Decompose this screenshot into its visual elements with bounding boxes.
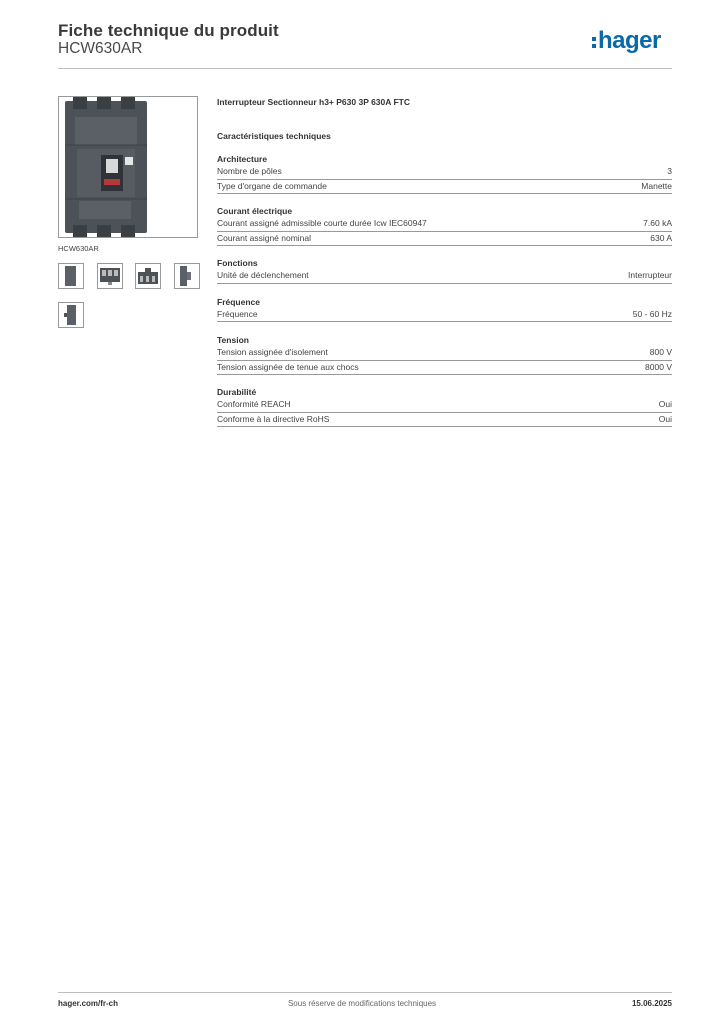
spec-row — [217, 180, 672, 195]
spec-value: 8000 V — [645, 361, 672, 372]
logo-dots-icon — [592, 37, 596, 48]
page-title: Fiche technique du produit — [58, 21, 279, 40]
spec-label: Courant assigné nominal — [217, 232, 312, 243]
footer-date: 15.06.2025 — [631, 999, 672, 1008]
spec-row — [217, 413, 672, 428]
spec-label: Conforme à la directive RoHS — [217, 413, 330, 424]
spec-group-durabilite — [217, 383, 672, 427]
spec-row — [217, 346, 672, 361]
spec-row — [217, 308, 672, 323]
thumbnail-top-icon — [98, 264, 122, 288]
spec-label: Courant assigné admissible courte durée Icw IEC60947 — [217, 218, 427, 228]
thumbnail-side-icon — [59, 264, 83, 288]
spec-group-architecture — [217, 150, 672, 194]
spec-label: Tension assignée d'isolement — [217, 347, 328, 357]
spec-row — [217, 217, 672, 232]
spec-row — [217, 165, 672, 180]
breaker-front-image — [59, 97, 197, 237]
hager-logo — [592, 27, 661, 55]
spec-label: Nombre de pôles — [217, 166, 282, 176]
group-title: Fonctions — [217, 258, 258, 268]
thumbnail-rear[interactable] — [58, 302, 84, 328]
spec-row — [217, 398, 672, 413]
spec-group-fonctions — [217, 254, 672, 284]
footer-divider — [58, 992, 672, 993]
spec-value: 50 - 60 Hz — [632, 308, 672, 319]
spec-row — [217, 269, 672, 284]
spec-label: Tension assignée de tenue aux chocs — [217, 361, 359, 372]
spec-label: Unité de déclenchement — [217, 270, 309, 280]
thumbnail-rear-icon — [59, 303, 83, 327]
spec-value: Oui — [658, 413, 672, 424]
spec-value: 3 — [667, 166, 672, 176]
thumbnail-profile-icon — [175, 264, 199, 288]
spec-heading: Caractéristiques techniques — [217, 131, 331, 141]
spec-group-courant — [217, 202, 672, 246]
spec-content — [217, 96, 672, 427]
spec-value: Interrupteur — [628, 270, 672, 280]
spec-value: Oui — [658, 399, 672, 409]
thumbnail-bottom-icon — [136, 264, 160, 288]
product-main-image[interactable] — [58, 96, 198, 238]
spec-group-frequence — [217, 293, 672, 323]
footer-website-link[interactable]: hager.com/fr-ch — [58, 999, 119, 1008]
spec-value: Manette — [641, 180, 672, 191]
spec-value: 800 V — [649, 347, 672, 357]
spec-row — [217, 232, 672, 247]
logo-text: hager — [598, 27, 661, 54]
spec-label: Fréquence — [217, 308, 258, 319]
group-title: Architecture — [217, 154, 268, 164]
thumbnail-side[interactable] — [58, 263, 84, 289]
header-divider — [58, 68, 672, 69]
spec-value: 7.60 kA — [643, 218, 672, 228]
spec-value: 630 A — [650, 232, 672, 243]
spec-label: Conformité REACH — [217, 399, 291, 409]
page-subtitle: HCW630AR — [58, 40, 143, 57]
group-title: Courant électrique — [217, 206, 293, 216]
thumbnail-top[interactable] — [97, 263, 123, 289]
group-title: Tension — [217, 335, 249, 345]
group-title: Durabilité — [217, 387, 257, 397]
spec-label: Type d'organe de commande — [217, 180, 327, 191]
spec-row — [217, 361, 672, 376]
thumbnail-profile[interactable] — [174, 263, 200, 289]
thumbnail-bottom[interactable] — [135, 263, 161, 289]
main-image-caption: HCW630AR — [58, 244, 99, 253]
footer-notice: Sous réserve de modifications techniques — [287, 999, 437, 1008]
group-title: Fréquence — [217, 296, 260, 307]
product-name: Interrupteur Sectionneur h3+ P630 3P 630A FTC — [217, 97, 410, 107]
spec-group-tension — [217, 331, 672, 375]
